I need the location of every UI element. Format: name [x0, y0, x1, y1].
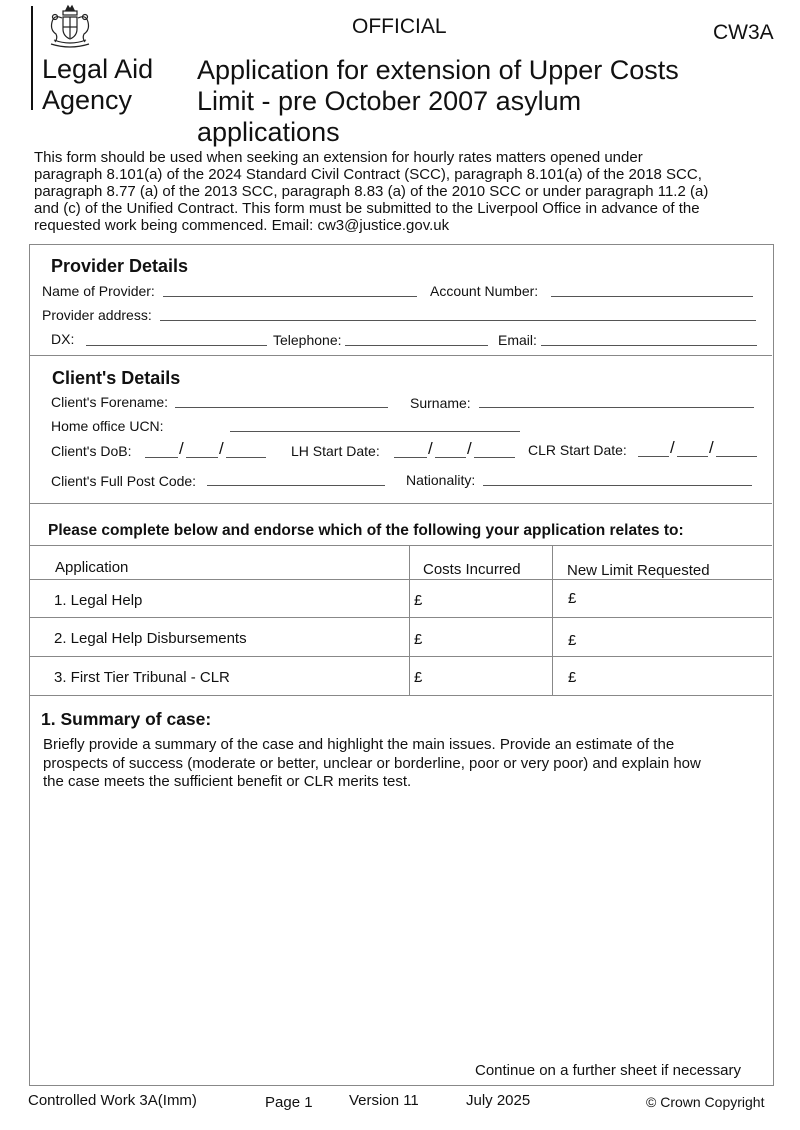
- clr-start-year-field[interactable]: [716, 456, 757, 457]
- intro-text: This form should be used when seeking an extension for hourly rates matters opened under paragraph 8.101(a) of the 2024 Standard Civil Contract (SCC), paragraph 8.101(a) of the 2018 SCC, paragraph 8.77 (a) of the 2013 SCC, paragraph 8.83 (a) of the 2010 SCC or under paragraph 11.2 (a) and (c) of the Unified Contract. This form must be submitted to the Liverpool Office in advance of the requested work being commenced. Email: cw3@justice.gov.uk: [34, 149, 709, 234]
- ucn-field[interactable]: [230, 431, 520, 432]
- continue-note: Continue on a further sheet if necessary: [475, 1062, 741, 1079]
- provider-heading: Provider Details: [51, 256, 189, 276]
- dob-year-field[interactable]: [226, 457, 266, 458]
- form-title: Application for extension of Upper Costs Limit - pre October 2007 asylum applications: [197, 55, 679, 147]
- telephone-field[interactable]: [345, 345, 488, 346]
- dx-label: DX:: [51, 331, 75, 347]
- provider-name-field[interactable]: [163, 296, 417, 297]
- dx-field[interactable]: [86, 345, 267, 346]
- table-row-label: 1. Legal Help: [54, 592, 143, 609]
- summary-instructions: Briefly provide a summary of the case and highlight the main issues. Provide an estimate of the prospects of success (moderate or better, unclear or borderline, poor or very poor) and explain how the case meets the sufficient benefit or CLR merits test.: [43, 736, 701, 790]
- footer-copyright: © Crown Copyright: [646, 1094, 765, 1110]
- account-number-label: Account Number:: [430, 283, 539, 299]
- divider: [30, 355, 772, 356]
- new-limit-input[interactable]: £: [568, 669, 577, 686]
- date-separator: /: [428, 439, 433, 458]
- table-border: [409, 545, 410, 695]
- costs-incurred-input[interactable]: £: [414, 592, 423, 609]
- table-border: [30, 617, 772, 618]
- table-border: [30, 545, 772, 546]
- lh-start-year-field[interactable]: [474, 457, 515, 458]
- costs-incurred-input[interactable]: £: [414, 631, 423, 648]
- footer-form-name: Controlled Work 3A(Imm): [28, 1092, 197, 1109]
- classification-label: OFFICIAL: [352, 15, 447, 38]
- date-separator: /: [219, 439, 224, 458]
- table-border: [552, 545, 553, 695]
- postcode-label: Client's Full Post Code:: [51, 473, 197, 489]
- email-field[interactable]: [541, 345, 757, 346]
- footer-version: Version 11: [349, 1092, 419, 1109]
- lh-start-day-field[interactable]: [394, 457, 427, 458]
- client-forename-label: Client's Forename:: [51, 394, 169, 410]
- application-instruction: Please complete below and endorse which of the following your application relates to:: [48, 522, 684, 539]
- column-header-application: Application: [55, 559, 129, 576]
- dob-month-field[interactable]: [186, 457, 218, 458]
- email-label: Email:: [498, 332, 537, 348]
- date-separator: /: [709, 438, 714, 457]
- column-header-new-limit: New Limit Requested: [567, 562, 710, 579]
- footer-date: July 2025: [466, 1092, 531, 1109]
- column-header-costs-incurred: Costs Incurred: [423, 561, 521, 578]
- provider-name-label: Name of Provider:: [42, 283, 155, 299]
- divider: [30, 503, 772, 504]
- costs-incurred-input[interactable]: £: [414, 669, 423, 686]
- nationality-field[interactable]: [483, 485, 752, 486]
- footer-page: Page 1: [265, 1094, 313, 1111]
- royal-coat-of-arms-icon: [46, 4, 94, 50]
- nationality-label: Nationality:: [406, 472, 476, 488]
- dob-label: Client's DoB:: [51, 443, 132, 459]
- new-limit-input[interactable]: £: [568, 632, 577, 649]
- provider-address-label: Provider address:: [42, 307, 152, 323]
- lh-start-month-field[interactable]: [435, 457, 466, 458]
- surname-field[interactable]: [479, 407, 754, 408]
- provider-address-field[interactable]: [160, 320, 756, 321]
- agency-name: Legal Aid Agency: [42, 54, 154, 115]
- table-row-label: 3. First Tier Tribunal - CLR: [54, 669, 230, 686]
- lh-start-label: LH Start Date:: [291, 443, 380, 459]
- date-separator: /: [179, 439, 184, 458]
- ucn-label: Home office UCN:: [51, 418, 164, 434]
- postcode-field[interactable]: [207, 485, 385, 486]
- summary-heading: 1. Summary of case:: [41, 709, 212, 729]
- new-limit-input[interactable]: £: [568, 590, 577, 607]
- form-code: CW3A: [713, 21, 774, 44]
- clr-start-label: CLR Start Date:: [528, 442, 627, 458]
- dob-day-field[interactable]: [145, 457, 178, 458]
- agency-divider: [31, 6, 33, 110]
- table-border: [30, 695, 772, 696]
- account-number-field[interactable]: [551, 296, 753, 297]
- telephone-label: Telephone:: [273, 332, 342, 348]
- date-separator: /: [467, 439, 472, 458]
- summary-textarea[interactable]: [36, 796, 764, 1054]
- client-heading: Client's Details: [52, 368, 181, 388]
- clr-start-day-field[interactable]: [638, 456, 669, 457]
- date-separator: /: [670, 438, 675, 457]
- table-border: [30, 656, 772, 657]
- table-border: [30, 579, 772, 580]
- surname-label: Surname:: [410, 395, 471, 411]
- table-row-label: 2. Legal Help Disbursements: [54, 630, 247, 647]
- client-forename-field[interactable]: [175, 407, 388, 408]
- clr-start-month-field[interactable]: [677, 456, 708, 457]
